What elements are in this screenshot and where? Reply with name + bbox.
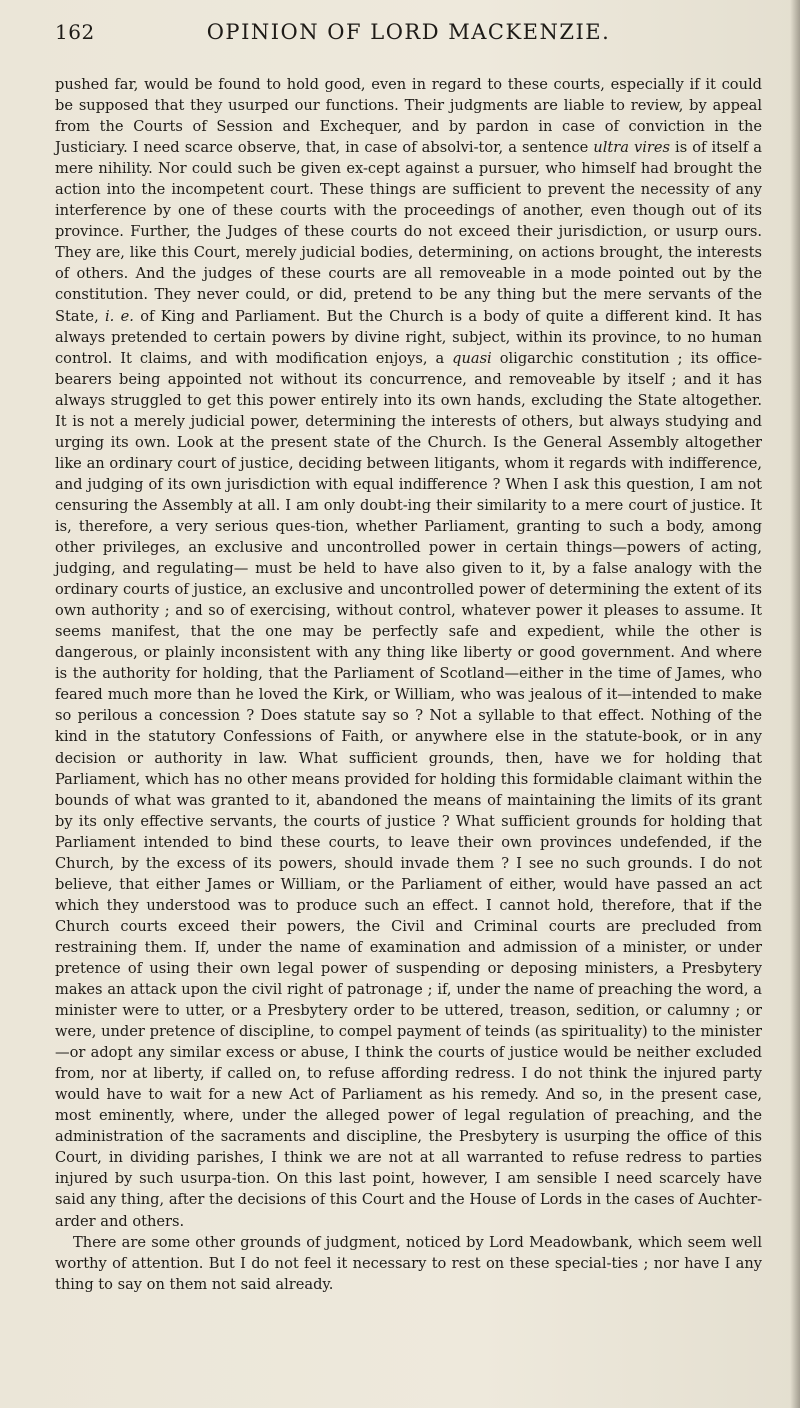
paragraph-text: There are some other grounds of judgment, noticed by Lord Meadowbank, which seem well worthy of attention. But I do not feel it necessary to rest on these special-ties ; nor have I any thing to say on them not said already. xyxy=(55,1233,762,1293)
running-title: OPINION OF LORD MACKENZIE. xyxy=(206,20,611,44)
body-text xyxy=(55,74,762,1295)
page-number: 162 xyxy=(55,20,95,44)
italic-phrase: ultra vires xyxy=(593,139,670,157)
italic-phrase: quasi xyxy=(452,349,492,367)
paragraph-text: oligarchic constitution ; its office-bearers being appointed not without its concurrence, and removeable by itself ; and it has always struggled to get this power entirely into its own hands, excluding the State altogether. It is not a merely judicial power, determining the interests of others, but always studying and urging its own. Look at the present state of the Church. Is the General Assembly altogether like an ordinary court of justice, deciding between litigants, whom it regards with indifference, and judging of its own jurisdiction with equal indifference ? When I ask this question, I am not censuring the Assembly at all. I am only doubt-ing their similarity to a mere court of justice. It is, therefore, a very serious ques-tion, whether Parliament, granting to such a body, among other privileges, an exclusive and uncontrolled power in certain things—powers of acting, judging, and regulating— must be held to have also given to it, by a false analogy with the ordinary courts of justice, an exclusive and uncontrolled power of determining the extent of its own authority ; and so of exercising, without control, whatever power it pleases to assume. It seems manifest, that the one may be perfectly safe and expedient, while the other is dangerous, or plainly inconsistent with any thing like liberty or good government. And where is the authority for holding, that the Parliament of Scotland—either in the time of James, who feared much more than he loved the Kirk, or William, who was jealous of it—intended to make so perilous a concession ? Does statute say so ? Not a syllable to that effect. Nothing of the kind in the statutory Confessions of Faith, or anywhere else in the statute-book, or in any decision or authority in law. What sufficient grounds, then, have we for holding that Parliament, which has no other means provided for holding this formidable claimant within the bounds of what was granted to it, abandoned the means of maintaining the limits of its grant by its only effective servants, the courts of justice ? What sufficient grounds for holding that Parliament intended to bind these courts, to leave their own provinces undefended, if the Church, by the excess of its powers, should invade them ? I see no such grounds. I do not believe, that either James or William, or the Parliament of either, would have passed an act which they understood was to produce such an effect. I cannot hold, therefore, that if the Church courts exceed their powers, the Civil and Criminal courts are precluded from restraining them. If, under the name of examination and admission of a minister, or under pretence of using their own legal power of suspending or deposing ministers, a Presbytery makes an attack upon the civil right of patronage ; if, under the name of preaching the word, a minister were to utter, or a Presbytery order to be uttered, treason, sedition, or calumny ; or were, under pretence of discipline, to compel payment of teinds (as spirituality) to the minister—or adopt any similar excess or abuse, I think the courts of justice would be neither excluded from, nor at liberty, if called on, to refuse affording redress. I do not think the injured party would have to wait for a new Act of Parliament as his remedy. And so, in the present case, most eminently, where, under the alleged power of legal regulation of preaching, and the administration of the sacraments and discipline, the Presbytery is usurping the office of this Court, in dividing parishes, I think we are not at all warranted to refuse redress to parties injured by such usurpa-tion. On this last point, however, I am sensible I need scarcely have said any thing, after the decisions of this Court and the House of Lords in the cases of Auchter-arder and others. xyxy=(55,349,763,1230)
page-header xyxy=(55,20,762,60)
paragraph xyxy=(55,1232,762,1295)
italic-phrase: i. e. xyxy=(105,307,134,325)
paragraph-text: of King and Parliament. But the Church is a body of quite a different kind. It has always pretended to certain powers by divine right, subject, within its province, to no human control. It claims, and with modification enjoys, a xyxy=(55,307,762,367)
paragraph-text: pushed far, would be found to hold good, even in regard to these courts, especially if it could be supposed that they usurped our functions. Their judgments are liable to review, by appeal from the Courts of Session and Exchequer, and by pardon in case of conviction in the Justiciary. I need scarce observe, that, in case of absolvi-tor, a sentence xyxy=(55,76,762,157)
paragraph xyxy=(55,74,762,1232)
paragraph-text: is of itself a mere nihility. Nor could such be given ex-cept against a pursuer, who himself had brought the action into the incompetent court. These things are sufficient to prevent the necessity of any interference by one of these courts with the proceedings of another, even though out of its province. Further, the Judges of these courts do not exceed their jurisdiction, or usurp ours. They are, like this Court, merely judicial bodies, determining, on actions brought, the interests of others. And the judges of these courts are all removeable in a mode pointed out by the constitution. They never could, or did, pretend to be any thing but the mere servants of the State, xyxy=(55,139,762,325)
page-edge-shadow xyxy=(790,0,800,1408)
